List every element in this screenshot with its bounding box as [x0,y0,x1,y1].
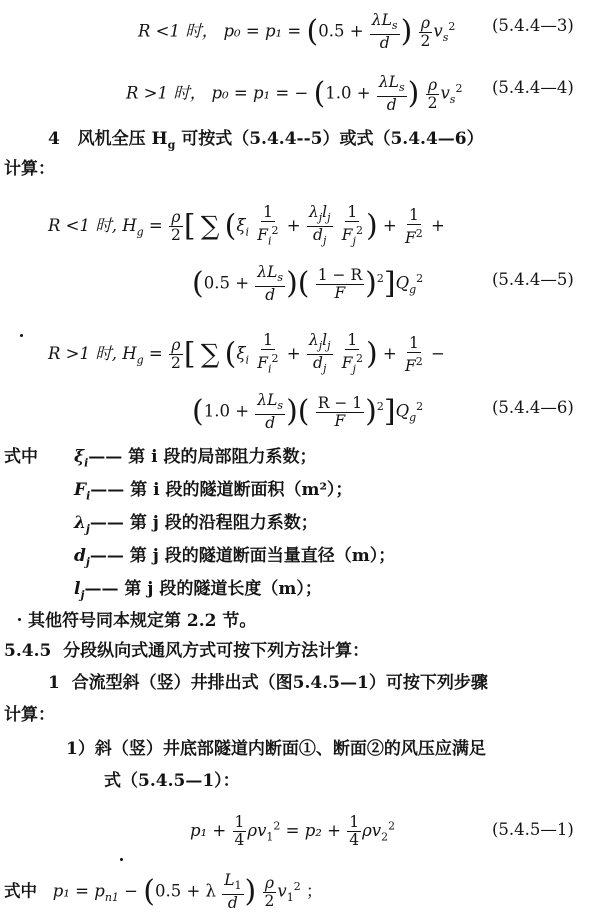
equation-5-4-5-1: p₁ + $\frac{1}{4}$ $\rho v_1^2 = p_2$ + $\frac{1}{4}$ $\rho v_2^2$ [190,813,396,849]
definition-F: $F_i——$ 第 i 段的隧道断面积（m²）； [74,480,353,503]
item-1-line-2: 计算： [4,705,55,725]
equation-p1-definition: 式中 $p_1 = p_{n1} - (0.5 + \lambda$ $\frac{L_1}{d}$ ) $\frac{\rho}{2}$ $v_1^2$ ； [4,871,323,912]
section-5-4-5: 5.4.5 分段纵向式通风方式可按下列方法计算： [4,641,370,661]
equation-number: (5.4.4—6) [492,398,574,417]
sub-item-1-line-1: 1）斜（竖）井底部隧道内断面①、断面②的风压应满足 [66,739,486,759]
equation-5-4-4-6-row-1: R >1 时, $H_g$ = $\frac{\rho}{2}$ [ ∑ ($\xi_i$ $\frac{1}{F_i^2}$ + $\frac{\lambda_jl_j}{d_j}$ $\frac{1}{F_j^2}$ ) + $\frac{1}{F^2}$ − [48,331,445,376]
item-1-line-1: 1 合流型斜（竖）井排出式（图5.4.5—1）可按下列步骤 [48,673,488,693]
sub-item-1-line-2: 式（5.4.5—1）： [104,771,240,791]
item-4-line-1: 4 风机全压 $H_g$ 可按式（5.4.4--5）或式（5.4.4—6） [48,129,484,152]
scan-speck [120,858,123,861]
equation-number: (5.4.4—5) [492,270,574,289]
equation-5-4-4-6-row-2: (1.0 + $\frac{\lambda L_s}{d}$ )( $\frac{R - 1}{F}$ )$^2]Q_g^2$ [192,391,424,433]
definition-xi: $\xi_i——$ 第 i 段的局部阻力系数； [74,447,317,470]
equation-number: (5.4.4—4) [492,78,574,97]
scan-speck [18,618,21,621]
scan-speck [20,334,23,337]
equation-5-4-4-4: R >1 时， p₀ = p₁ = − (1.0 + $\frac{\lambda L_s}{d}$ ) $\frac{\rho}{2}$ $v_s^2$ [126,73,463,115]
equation-5-4-4-5-row-2: (0.5 + $\frac{\lambda L_s}{d}$ )( $\frac{1 - R}{F}$ )$^2]Q_g^2$ [192,263,424,305]
definition-lambda: $\lambda_j——$ 第 j 段的沿程阻力系数； [74,513,318,536]
equation-5-4-4-5-row-1: R <1 时, $H_g$ = $\frac{\rho}{2}$ [ ∑ ($\xi_i$ $\frac{1}{F_i^2}$ + $\frac{\lambda_jl_j}{d_j}$ $\frac{1}{F_j^2}$ ) + $\frac{1}{F^2}$ + [48,203,445,248]
definition-l: $l_j——$ 第 j 段的隧道长度（m）； [74,579,322,602]
equation-5-4-4-3: R <1 时， p₀ = p₁ = (0.5 + $\frac{\lambda L_s}{d}$ ) $\frac{\rho}{2}$ $v_s^2$ [138,11,456,53]
other-symbols-note: 其他符号同本规定第 2.2 节。 [28,611,257,631]
definition-d: $d_j——$ 第 j 段的隧道断面当量直径（m）； [74,546,396,569]
where-label: 式中 [4,447,38,467]
item-4-line-2: 计算： [4,159,55,179]
equation-number: (5.4.5—1) [492,820,574,839]
equation-number: (5.4.4—3) [492,16,574,35]
